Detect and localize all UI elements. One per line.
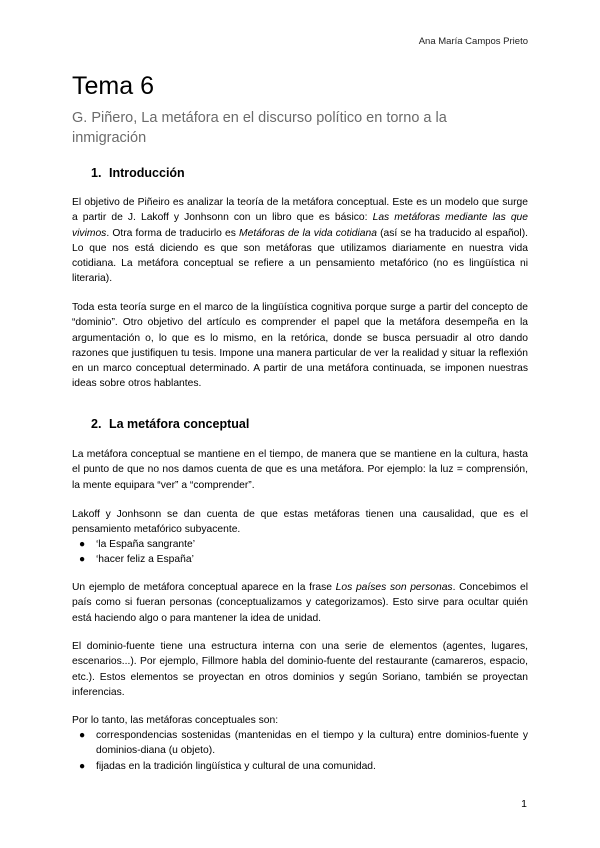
list-item-text: correspondencias sostenidas (mantenidas en el tiempo y la cultura) entre dominios-fuente y dominios-diana (u objeto). <box>96 730 528 757</box>
book-title-italic: Metáforas de la vida cotidiana <box>239 227 377 239</box>
paragraph-5 <box>72 580 528 626</box>
text-run: . Otra forma de traducirlo es <box>106 227 240 239</box>
header-author: Ana María Campos Prieto <box>418 36 528 47</box>
bullet-list-examples <box>72 537 528 568</box>
list-item-text: ‘la España sangrante’ <box>96 539 196 550</box>
text-run: (así se ha traducido al español). Lo que nos está diciendo es que son metáforas que utilizamos diariamente en nuestra vida cotidiana. La metáfora conceptual se refiere a un pensamiento metafórico (no es lingüística ni literaria). <box>72 227 528 285</box>
bullet-icon: ● <box>79 730 86 741</box>
bullet-icon: ● <box>79 760 86 772</box>
list-item-text: ‘hacer feliz a España’ <box>96 554 194 566</box>
paragraph-3: La metáfora conceptual se mantiene en el tiempo, de manera que se mantiene en la cultura, hasta el punto de que no nos damos cuenta de que es una metáfora. Por ejemplo: la luz = comprensión, la mente equipara “ver” a “comprender”. <box>72 449 528 491</box>
book-title-italic: Las metáforas mediante las que vivimos <box>72 212 529 239</box>
section-heading-introduccion <box>91 166 185 180</box>
paragraph-2: Toda esta teoría surge en el marco de la lingüística cognitiva porque surge a partir del concepto de “dominio”. Otro objetivo del artículo es comprender el papel que la metáfora desempeña en la argumentación o, lo que es lo mismo, en la retórica, donde se busca persuadir al otro dando razones que justifiquen tu tesis. Impone una manera particular de ver la realidad y situar la reflexión en un marco conceptual determinado. A partir de una metáfora continuada, se imponen nuestras ideas sobre otros hablantes. <box>72 302 528 390</box>
list-item <box>72 537 528 552</box>
bullet-list-characteristics <box>72 728 528 774</box>
section-title: La metáfora conceptual <box>109 417 250 431</box>
text-run: . Concebimos el país como si fueran personas (conceptualizamos y categorizamos). Esto sirve para ocultar quién está haciendo algo o para mantener la idea de unidad. <box>72 582 529 624</box>
page-subtitle: G. Piñero, La metáfora en el discurso político en torno a la inmigración <box>72 110 447 146</box>
paragraph-4: Lakoff y Jonhsonn se dan cuenta de que estas metáforas tienen una causalidad, que es el pensamiento metafórico subyacente. <box>72 509 528 536</box>
list-item <box>72 759 528 774</box>
bullet-icon: ● <box>79 539 86 550</box>
bullet-icon: ● <box>79 554 86 566</box>
page-number: 1 <box>521 798 527 810</box>
text-run: El objetivo de Piñeiro es analizar la teoría de la metáfora conceptual. Este es un modelo que surge a partir de J. Lakoff y Jonhsonn con un libro que es básico: <box>72 197 528 224</box>
section-title: Introducción <box>109 166 185 180</box>
text-run: Un ejemplo de metáfora conceptual aparece en la frase <box>72 582 336 593</box>
list-item <box>72 552 528 567</box>
paragraph-1 <box>72 195 528 287</box>
page-title: Tema 6 <box>72 72 154 100</box>
list-item <box>72 728 528 759</box>
section-number: 1. <box>91 166 102 180</box>
section-number: 2. <box>91 417 102 431</box>
list-item-text: fijadas en la tradición lingüística y cultural de una comunidad. <box>96 760 376 772</box>
example-phrase-italic: Los países son personas <box>335 582 453 593</box>
paragraph-7: Por lo tanto, las metáforas conceptuales son: <box>72 715 279 726</box>
paragraph-6: El dominio-fuente tiene una estructura interna con una serie de elementos (agentes, lugares, escenarios...). Por ejemplo, Fillmore habla del dominio-fuente del restaurante (camareros, espacio, etc.). Estos elementos se proyectan en otros dominios y según Soriano, también se proyectan inferencias. <box>72 641 528 698</box>
section-heading-metafora-conceptual <box>91 417 249 431</box>
